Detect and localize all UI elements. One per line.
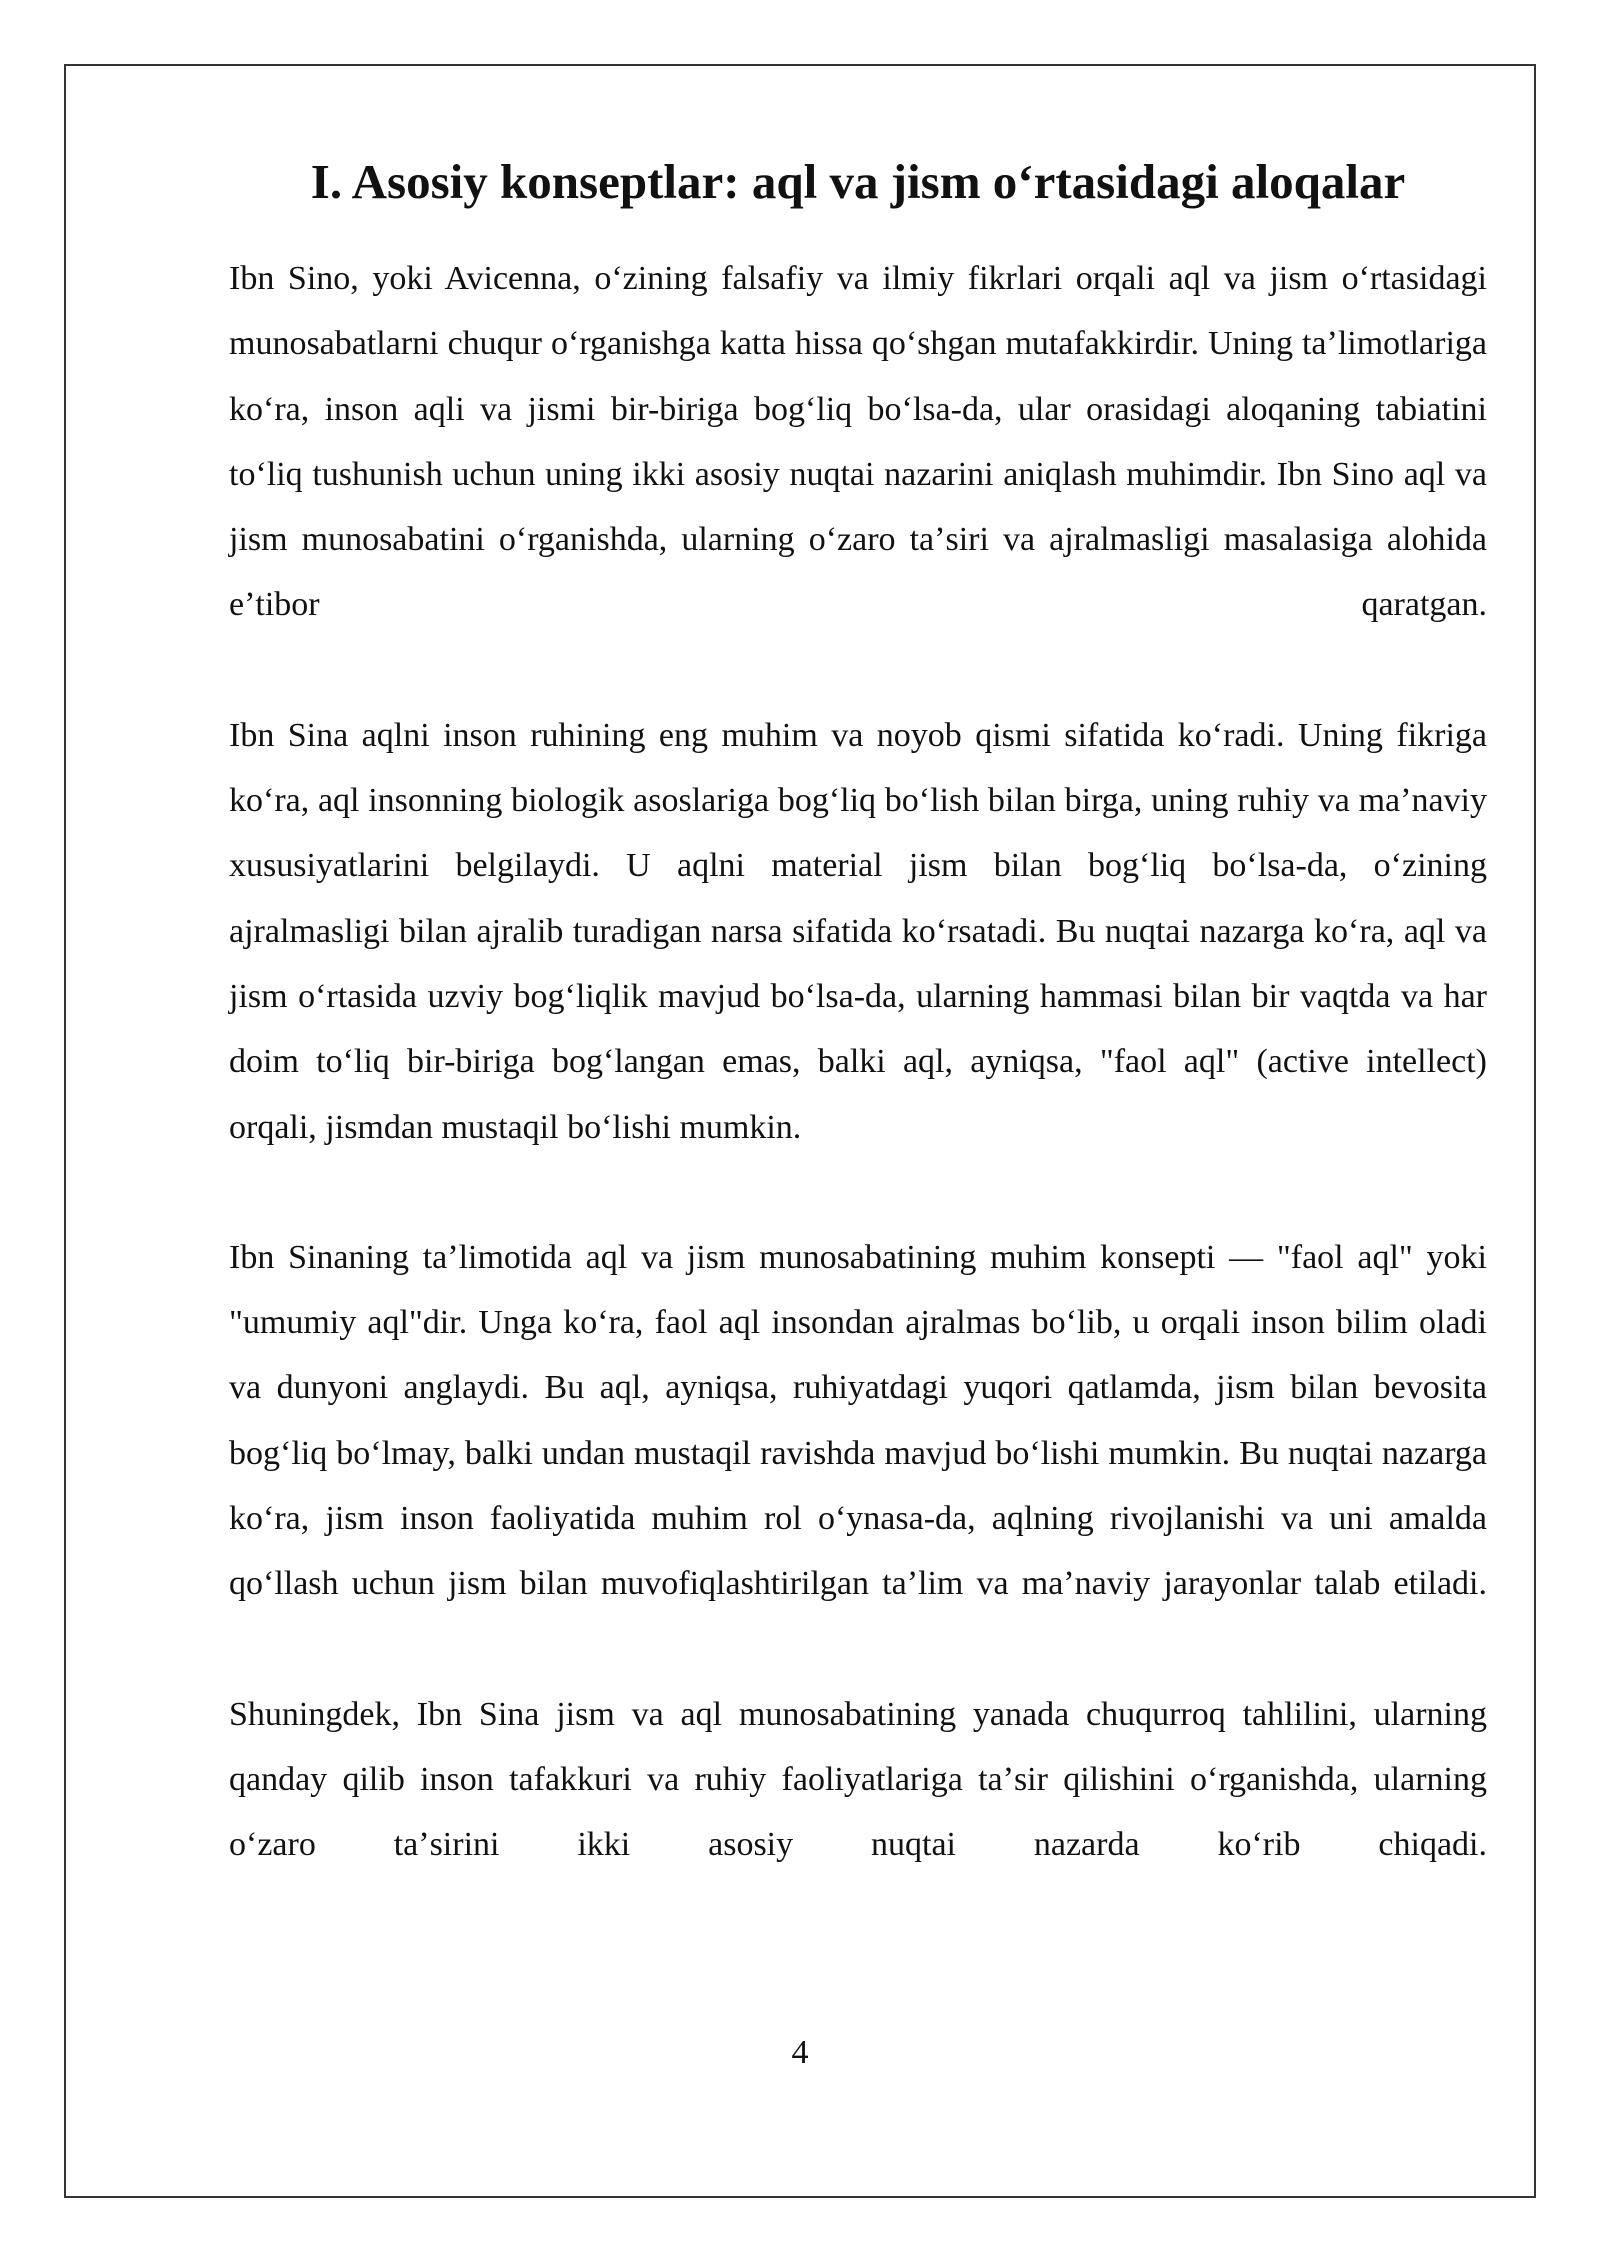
section-title: I. Asosiy konseptlar: aql va jism oʻrtasidagi aloqalar xyxy=(310,154,1406,209)
paragraph-3: Ibn Sinaning taʼlimotida aql va jism munosabatining muhim konsepti — "faol aql" yoki "umumiy aql"dir. Unga koʻra, faol aql insondan ajralmas boʻlib, u orqali inson bilim oladi va dunyoni anglaydi. Bu aql, ayniqsa, ruhiyatdagi yuqori qatlamda, jism bilan bevosita bogʻliq boʻlmay, balki undan mustaqil ravishda mavjud boʻlishi mumkin. Bu nuqtai nazarga koʻra, jism inson faoliyatida muhim rol oʻynasa-da, aqlning rivojlanishi va uni amalda qoʻllash uchun jism bilan muvofiqlashtirilgan taʼlim va maʼnaviy jarayonlar talab etiladi. xyxy=(229,1238,1487,1603)
paragraph-2: Ibn Sina aqlni inson ruhining eng muhim va noyob qismi sifatida koʻradi. Uning fikriga koʻra, aql insonning biologik asoslariga bogʻliq boʻlish bilan birga, uning ruhiy va maʼnaviy xususiyatlarini belgilaydi. U aqlni material jism bilan bogʻliq boʻlsa-da, oʻzining ajralmasligi bilan ajralib turadigan narsa sifatida koʻrsatadi. Bu nuqtai nazarga koʻra, aql va jism oʻrtasida uzviy bogʻliqlik mavjud boʻlsa-da, ularning hammasi bilan bir vaqtda va har doim toʻliq bir-biriga bogʻlangan emas, balki aql, ayniqsa, "faol aql" (active intellect) orqali, jismdan mustaqil boʻlishi mumkin. xyxy=(229,716,1487,1146)
paragraph-1: Ibn Sino, yoki Avicenna, oʻzining falsafiy va ilmiy fikrlari orqali aql va jism oʻrtasidagi munosabatlarni chuqur oʻrganishga katta hissa qoʻshgan mutafakkirdir. Uning taʼlimotlariga koʻra, inson aqli va jismi bir-biriga bogʻliq boʻlsa-da, ular orasidagi aloqaning tabiatini toʻliq tushunish uchun uning ikki asosiy nuqtai nazarini aniqlash muhimdir. Ibn Sino aql va jism munosabatini oʻrganishda, ularning oʻzaro taʼsiri va ajralmasligi masalasiga alohida eʼtibor qaratgan. xyxy=(229,260,1487,624)
page-number: 4 xyxy=(791,2034,809,2071)
paragraph-4: Shuningdek, Ibn Sina jism va aql munosabatining yanada chuqurroq tahlilini, ularning qanday qilib inson tafakkuri va ruhiy faoliyatlariga taʼsir qilishini oʻrganishda, ularning oʻzaro taʼsirini ikki asosiy nuqtai nazarda koʻrib chiqadi. xyxy=(229,1695,1487,1864)
document-body xyxy=(229,148,1487,1943)
